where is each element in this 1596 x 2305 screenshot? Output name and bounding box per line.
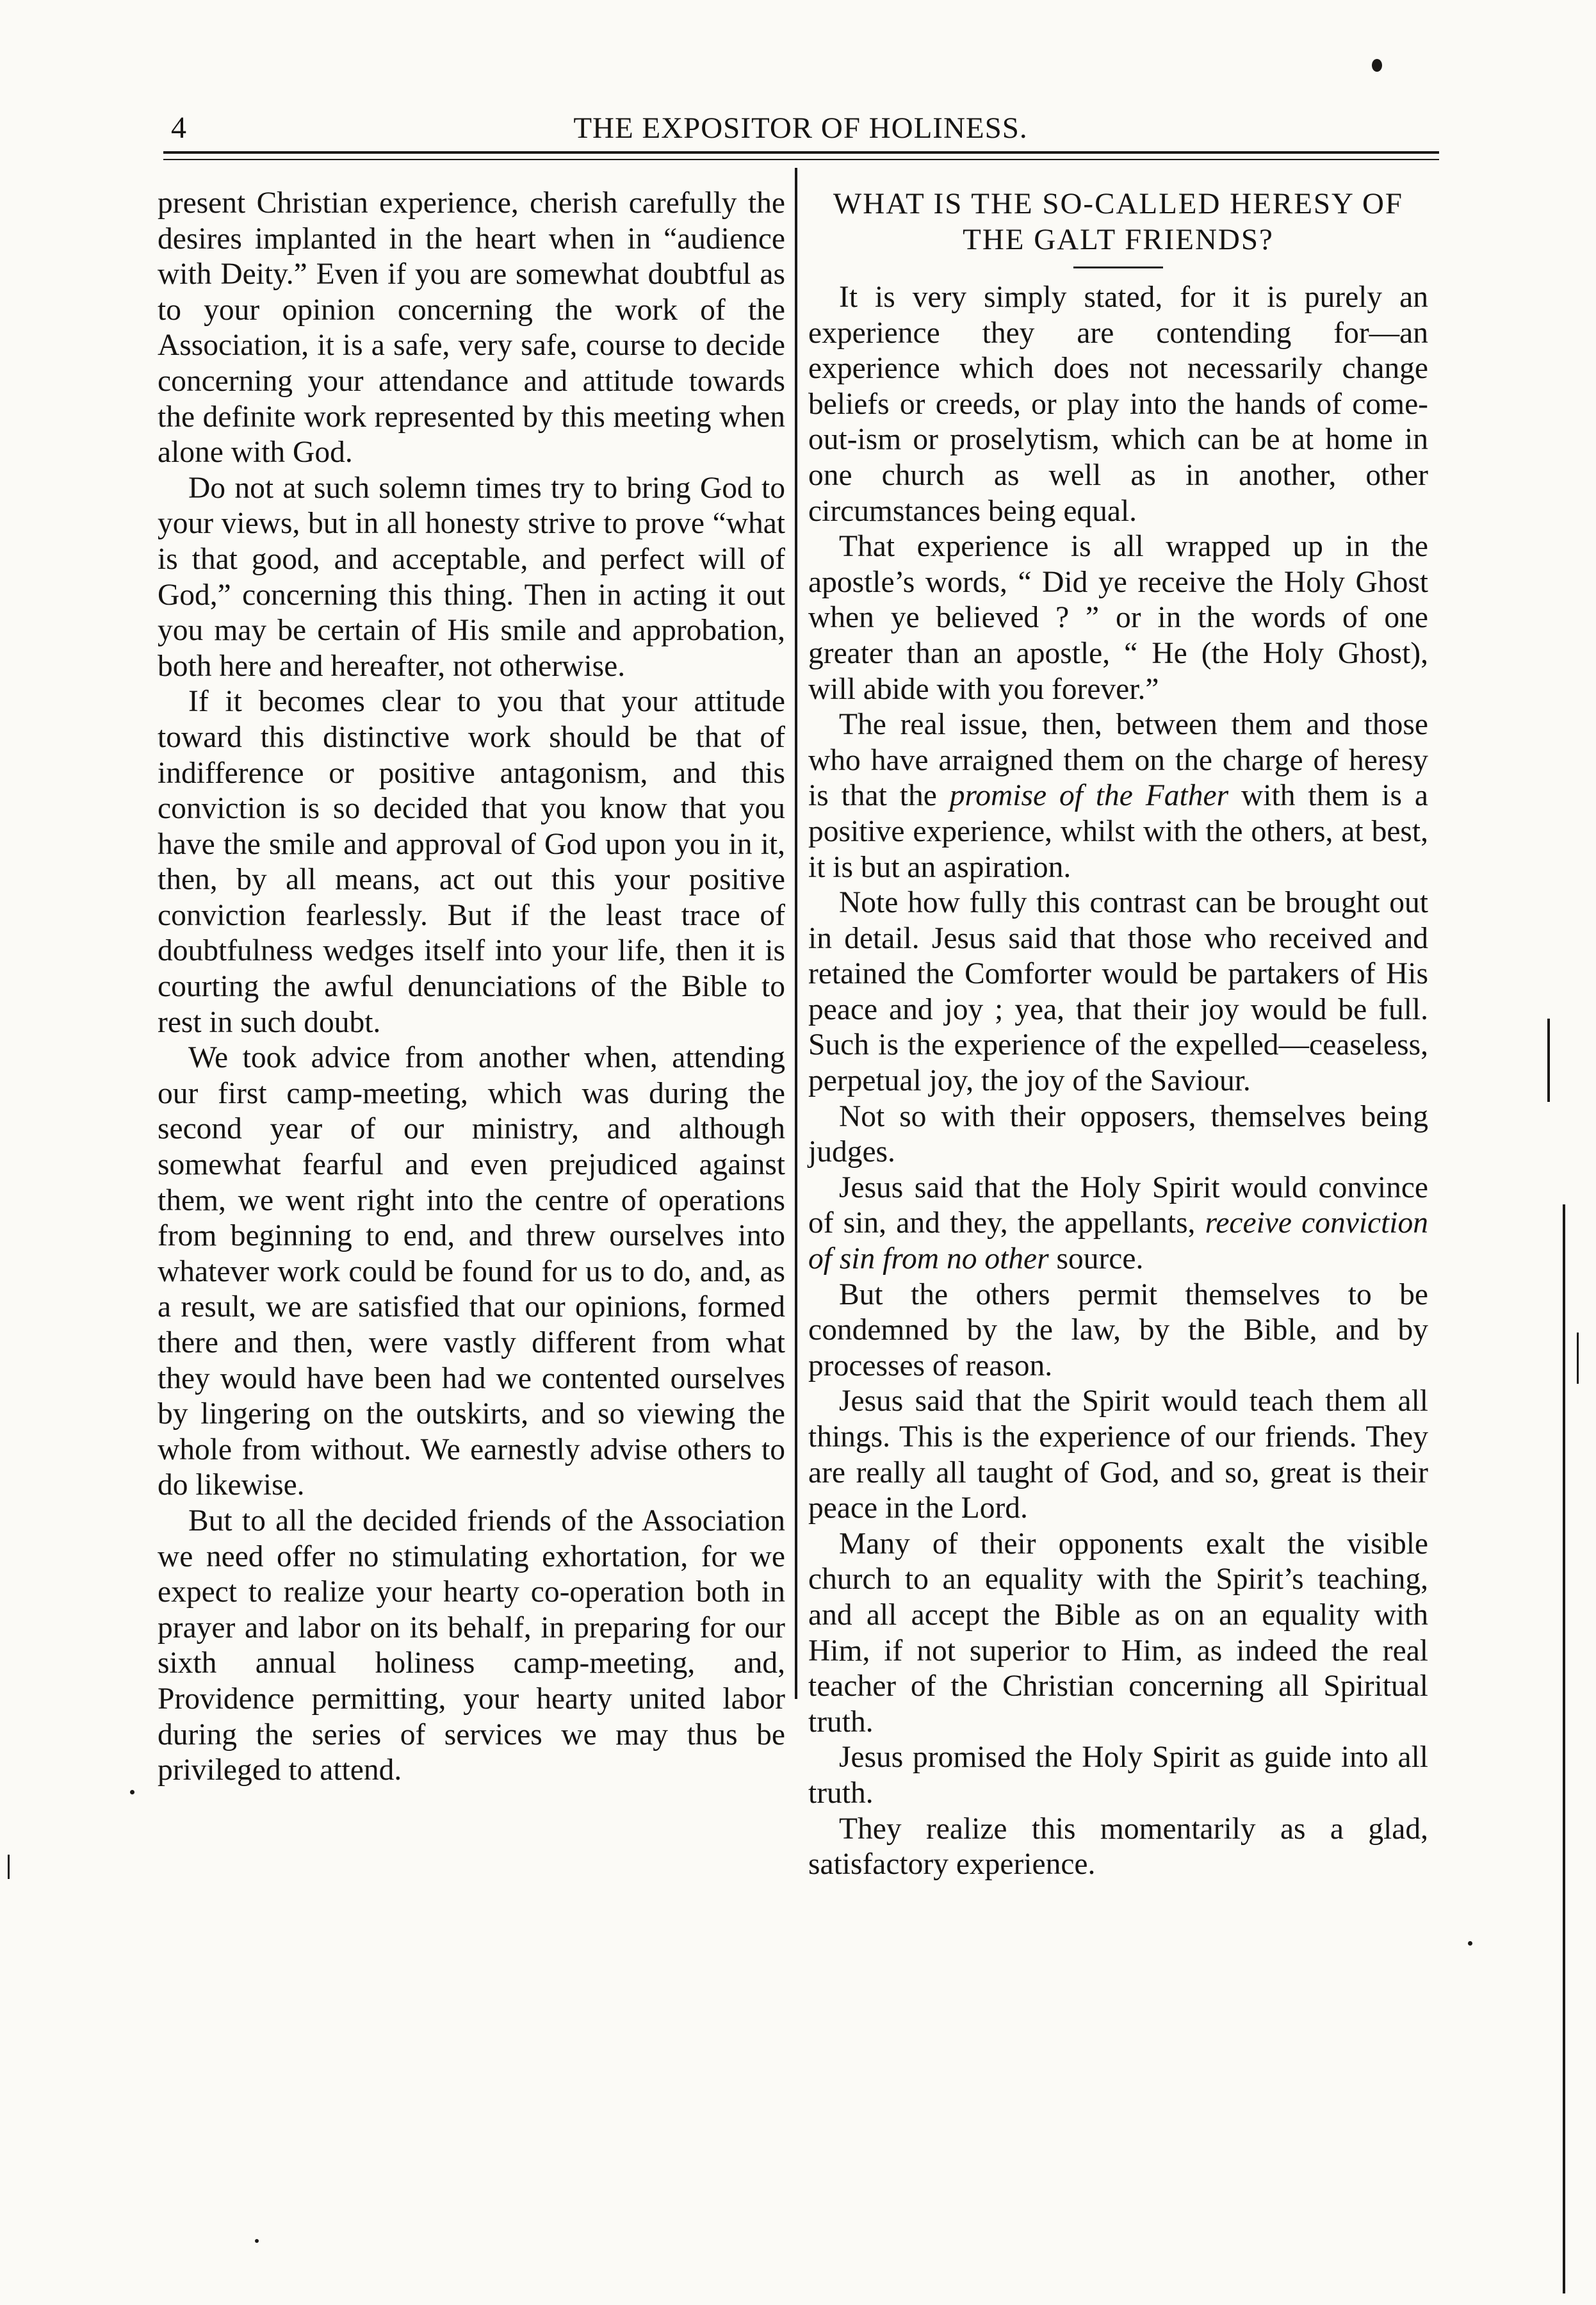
text-run: The real issue, then, between them and those who have arraigned them on the charge of heresy is that the <box>808 708 1428 813</box>
headline-rule <box>1073 267 1163 268</box>
text-run: with them is a positive experience, whilst with the others, at best, it is but an aspiration. <box>808 779 1428 884</box>
text-run: source. <box>1048 1242 1144 1276</box>
margin-stroke <box>8 1855 10 1879</box>
italic-phrase: receive conviction of sin from no other <box>808 1206 1428 1276</box>
paragraph: They realize this momentarily as a glad, satisfactory experience. <box>808 1812 1428 1882</box>
running-title: THE EXPOSITOR OF HOLINESS. <box>573 111 1028 145</box>
paragraph: Not so with their opposers, themselves being judges. <box>808 1099 1428 1169</box>
paragraph: present Christian experience, cherish carefully the desires implanted in the heart when in “audience with Deity.” Even if you are somewhat doubtful as to your opinion concerning the work of the Association, it is a safe, very safe, course to decide concerning your attendance and attitude towards the definite work represented by this meeting when alone with God. <box>158 186 785 470</box>
left-column <box>158 186 785 1789</box>
binding-edge-mark <box>1577 1333 1579 1384</box>
paragraph: But to all the decided friends of the Association we need offer no stimulating exhortation, for we expect to realize your hearty co-operation both in prayer and labor on its behalf, in preparing for our sixth annual holiness camp-meeting, and, Providence permitting, your hearty united labor during the series of services we may thus be privileged to attend. <box>158 1504 785 1787</box>
binding-edge-mark <box>1547 1019 1550 1102</box>
paragraph: It is very simply stated, for it is purely an experience they are contending for—an experience which does not necessarily change beliefs or creeds, or play into the hands of come-out-ism or proselytism, which can be at home in one church as well as in another, other circumstances being equal. <box>808 281 1428 528</box>
paragraph: If it becomes clear to you that your attitude toward this distinctive work should be that of indifference or positive antagonism, and this conviction is so decided that you know that you have the smile and approval of God upon you in it, then, by all means, act out this your positive conviction fearlessly. But if the least trace of doubtfulness wedges itself into your life, then it is courting the awful denunciations of the Bible to rest in such doubt. <box>158 685 785 1039</box>
binding-edge-mark <box>1563 1204 1565 2293</box>
paragraph-issue <box>808 707 1428 885</box>
ink-dot <box>255 2239 259 2243</box>
header-rule-thin <box>163 159 1439 160</box>
paragraph: That experience is all wrapped up in the apostle’s words, “ Did ye receive the Holy Ghost when ye believed ? ” or in the words of one greater than an apostle, “ He (the Holy Ghost), will abide with you forever.” <box>808 530 1428 706</box>
paragraph: But the others permit themselves to be condemned by the law, by the Bible, and by processes of reason. <box>808 1277 1428 1382</box>
paragraph: Jesus said that the Spirit would teach them all things. This is the experience of our friends. They are really all taught of God, and so, great is their peace in the Lord. <box>808 1384 1428 1525</box>
italic-phrase: promise of the Father <box>949 779 1229 813</box>
ink-dot <box>130 1790 134 1794</box>
right-column <box>808 186 1428 1883</box>
paragraph: Note how fully this contrast can be brought out in detail. Jesus said that those who received and retained the Comforter would be partakers of His peace and joy ; yea, that their joy would be full. Such is the experience of the expelled—ceaseless, perpetual joy, the joy of the Saviour. <box>808 886 1428 1098</box>
ink-dot <box>1372 59 1382 72</box>
column-divider <box>795 168 797 1699</box>
paragraph: Many of their opponents exalt the visible church to an equality with the Spirit’s teaching, and all accept the Bible as on an equality with Him, if not superior to Him, as indeed the real teacher of the Christian concerning all Spiritual truth. <box>808 1527 1428 1739</box>
page-header <box>163 109 1438 154</box>
paragraph-conviction <box>808 1170 1428 1277</box>
text-run: Jesus said that the Holy Spirit would convince of sin, and they, the appellants, <box>808 1170 1428 1240</box>
header-rule-thick <box>163 151 1439 154</box>
ink-dot <box>1468 1941 1472 1946</box>
paragraph: We took advice from another when, attending our first camp-meeting, which was during the second year of our ministry, and although somewhat fearful and even prejudiced against them, we went right into the centre of operations from beginning to end, and threw ourselves into whatever work could be found for us to do, and, as a result, we are satisfied that our opinions, formed there and then, were vastly different from what they would have been had we contented ourselves by lingering on the outskirts, and so viewing the whole from without. We earnestly advise others to do likewise. <box>158 1041 785 1502</box>
article-headline: WHAT IS THE SO-CALLED HERESY OF THE GALT FRIENDS? <box>833 187 1404 256</box>
paragraph: Jesus promised the Holy Spirit as guide into all truth. <box>808 1741 1428 1810</box>
page-number: 4 <box>171 111 186 145</box>
paragraph: Do not at such solemn times try to bring God to your views, but in all honesty strive to prove “what is that good, and acceptable, and perfect will of God,” concerning this thing. Then in acting it out you may be certain of His smile and approbation, both here and hereafter, not otherwise. <box>158 471 785 683</box>
